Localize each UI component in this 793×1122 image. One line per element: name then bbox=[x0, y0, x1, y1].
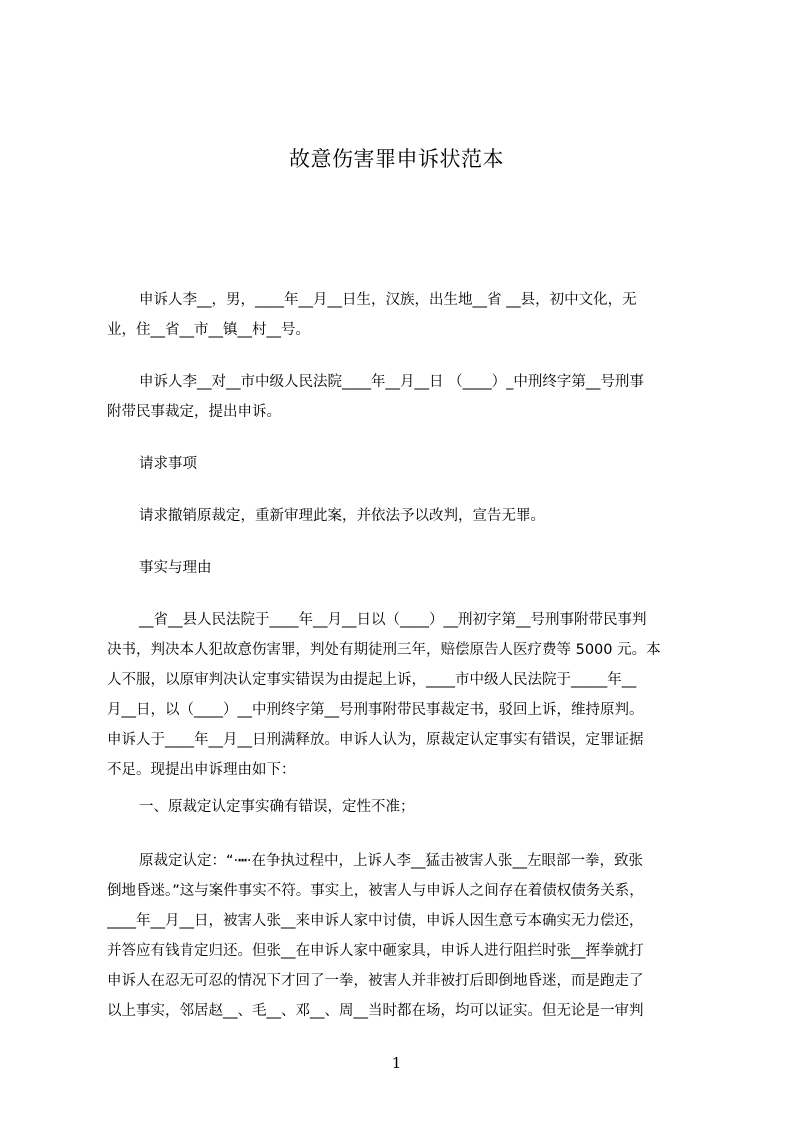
text-line: 请求事项 bbox=[139, 456, 197, 472]
heading-requests bbox=[107, 449, 699, 479]
text-line: 事实与理由 bbox=[139, 560, 212, 576]
page-number: 1 bbox=[391, 1054, 402, 1072]
text-line: ____年__月__日，被害人张__来申诉人家中讨债，申诉人因生意亏本确实无力偿还， bbox=[107, 913, 644, 929]
paragraph-case-history bbox=[107, 605, 699, 785]
text-line: 业，住__省__市__镇__村__号。 bbox=[107, 322, 310, 338]
text-line: 申诉人于____年__月__日刑满释放。申诉人认为，原裁定认定事实有错误，定罪证据 bbox=[107, 732, 644, 748]
text-line: __省__县人民法院于____年__月__日以（____）__刑初字第__号刑事附带民事判 bbox=[139, 612, 647, 628]
text-line: 原裁定认定：“·┅·在争执过程中，上诉人李__猛击被害人张__左眼部一拳，致张 bbox=[139, 853, 643, 869]
text-line: 不足。现提出申诉理由如下： bbox=[107, 762, 296, 778]
heading-facts-reasons bbox=[107, 553, 699, 583]
text-line: 人不服，以原审判决认定事实错误为由提起上诉，____市中级人民法院于_____年__ bbox=[107, 672, 637, 688]
paragraph-reason-one-detail bbox=[107, 846, 699, 1026]
text-line: 并答应有钱肯定归还。但张__在申诉人家中砸家具，申诉人进行阻拦时张__挥拳就打 bbox=[107, 943, 644, 959]
text-line: 以上事实，邻居赵__、毛__、邓__、周__当时都在场，均可以证实。但无论是一审判 bbox=[107, 1003, 644, 1019]
paragraph-request-content bbox=[107, 501, 699, 531]
text-line: 申诉人在忍无可忍的情况下才回了一拳，被害人并非被打后即倒地昏迷，而是跑走了 bbox=[107, 973, 644, 989]
text-line: 申诉人李__，男，____年__月__日生，汉族，出生地__省 __县，初中文化，无 bbox=[139, 292, 637, 308]
text-line: 倒地昏迷。”这与案件事实不符。事实上，被害人与申诉人之间存在着债权债务关系， bbox=[107, 883, 644, 899]
text-line: 一、原裁定认定事实确有错误，定性不准； bbox=[139, 799, 415, 815]
text-line: 申诉人李__对__市中级人民法院____年__月__日 （____）_中刑终字第__号刑事 bbox=[139, 374, 644, 390]
text-line: 请求撤销原裁定，重新审理此案，并依法予以改判，宣告无罪。 bbox=[139, 508, 545, 524]
document-title: 故意伤害罪申诉状范本 bbox=[289, 147, 504, 171]
heading-reason-one bbox=[107, 792, 699, 822]
text-line: 月__日，以（____）__中刑终字第__号刑事附带民事裁定书，驳回上诉，维持原判。 bbox=[107, 702, 644, 718]
paragraph-applicant-info bbox=[107, 285, 699, 345]
paragraph-appeal-object bbox=[107, 367, 699, 427]
text-line: 附带民事裁定，提出申诉。 bbox=[107, 404, 281, 420]
text-line: 决书，判决本人犯故意伤害罪，判处有期徒刑三年，赔偿原告人医疗费等 5000 元。本 bbox=[107, 642, 661, 658]
